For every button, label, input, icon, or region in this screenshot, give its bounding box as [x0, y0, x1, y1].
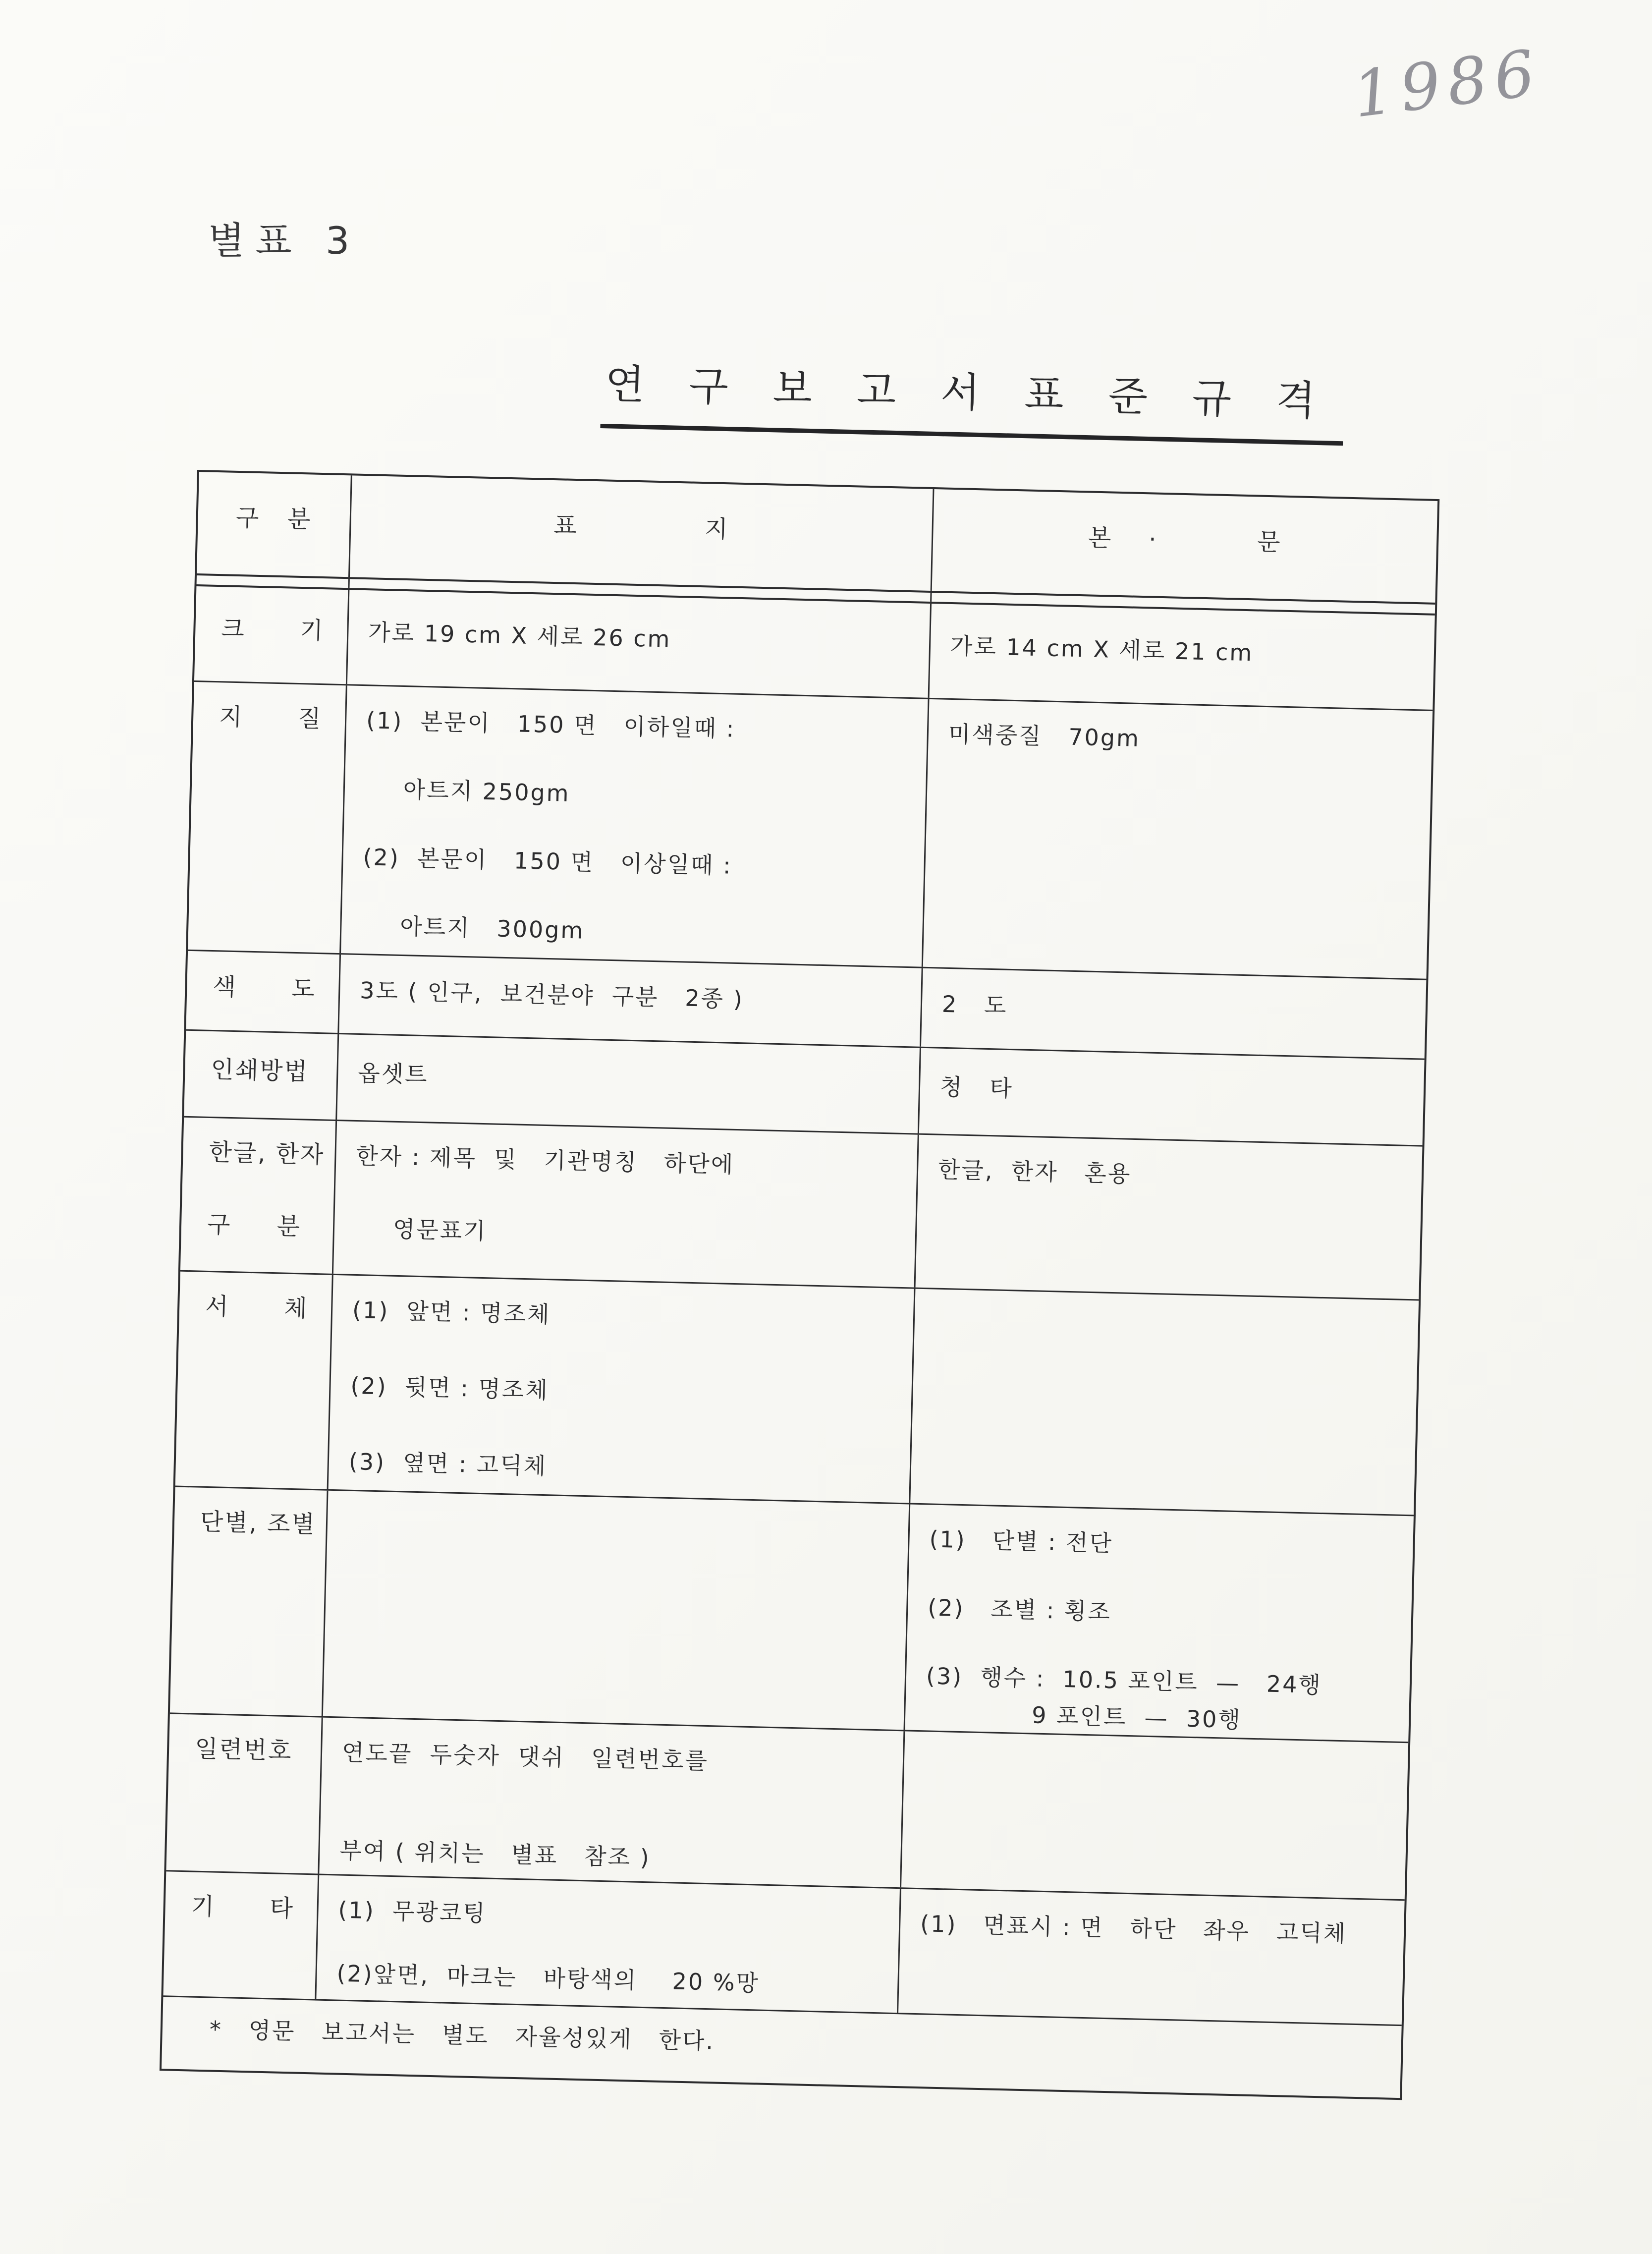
text-line: (1) 면표시 : 면 하단 좌우 고딕체: [920, 1910, 1347, 1947]
cell-serial-cover: [318, 1718, 903, 1888]
text-line: 연도끝 두숫자 댓쉬 일련번호를: [341, 1739, 709, 1775]
cell-paper-cover: [339, 685, 928, 967]
category-label: 한글, 한자: [208, 1138, 326, 1169]
text-line: (2) 본문이 150 면 이상일때 :: [363, 844, 733, 879]
cell-hangul-category: [180, 1118, 335, 1274]
cell-serial-body: [900, 1731, 1408, 1899]
cell-etc-cover: [315, 1875, 900, 2013]
cell-color-body: [920, 968, 1426, 1059]
category-label: 인쇄방법: [210, 1055, 309, 1086]
footnote-cell: * 영문 보고서는 별도 자율성있게 한다.: [209, 2016, 715, 2055]
header-cell-col3: 본 · 문: [931, 489, 1438, 603]
category-label: 지 질: [219, 703, 323, 733]
cell-column-body: [903, 1504, 1413, 1742]
cell-size-body: [928, 604, 1435, 710]
text-line: (3) 옆면 : 고딕체: [348, 1448, 548, 1480]
cell-column-cover: [322, 1491, 909, 1730]
text-line: 아트지 250gm: [403, 776, 571, 807]
text-line: 영문표기: [392, 1215, 488, 1245]
cell-print-cover: [335, 1034, 920, 1133]
category-label: 단별, 조별: [200, 1508, 317, 1539]
document-title: 연 구 보 고 서 표 준 규 격: [600, 352, 1345, 446]
header-cell-col1: 구 분: [235, 504, 313, 534]
cell-etc-body: [897, 1889, 1405, 2025]
cell-size-cover: [346, 590, 930, 698]
category-label: 색 도: [212, 973, 317, 1003]
text-line: (2)앞면, 마크는 바탕색의 20 %망: [336, 1960, 760, 1997]
category-label: 기 타: [191, 1892, 295, 1923]
text-line: (1) 단별 : 전단: [929, 1525, 1113, 1557]
text-line: 청 타: [939, 1073, 1014, 1102]
text-line: 아트지 300gm: [399, 912, 585, 944]
text-line: 3도 ( 인구, 보건분야 구분 2종 ): [359, 977, 744, 1013]
text-line: 9 포인트 — 30행: [1031, 1701, 1242, 1734]
header-cell-col2: 표 지: [348, 475, 933, 591]
category-label: 구 분: [207, 1210, 302, 1241]
table-row-font: [175, 1272, 1419, 1517]
text-line: (1) 본문이 150 면 이하일때 :: [366, 707, 736, 742]
text-line: (2) 뒷면 : 명조체: [350, 1372, 550, 1404]
cell-color-category: [186, 951, 339, 1033]
cell-size-category: [194, 586, 348, 684]
text-line: (3) 행수 : 10.5 포인트 — 24행: [926, 1662, 1322, 1699]
category-label: 서 체: [205, 1292, 309, 1323]
text-line: 옵셋트: [357, 1059, 429, 1088]
cell-color-cover: [337, 955, 921, 1047]
cell-column-category: [170, 1487, 327, 1716]
cell-font-category: [175, 1272, 332, 1489]
cell-font-body: [909, 1289, 1419, 1515]
cell-hangul-cover: [332, 1121, 918, 1288]
cell-print-category: [184, 1031, 337, 1120]
text-line: 한글, 한자 혼용: [937, 1156, 1132, 1187]
text-line: (1) 무광코팅: [337, 1896, 487, 1927]
attachment-number-label: 별표 3: [208, 219, 361, 263]
handwritten-year-annotation: 1986: [1349, 36, 1546, 132]
table-row-hangul: [180, 1118, 1423, 1301]
text-line: 미색중질 70gm: [948, 720, 1141, 752]
text-line: 2 도: [941, 990, 1008, 1019]
text-line: 한자 : 제목 및 기관명칭 하단에: [355, 1142, 735, 1178]
cell-etc-category: [163, 1871, 318, 1999]
text-line: 부여 ( 위치는 별표 참조 ): [339, 1837, 651, 1871]
table-row-column: [170, 1487, 1414, 1744]
text-line: 가로 14 cm X 세로 21 cm: [950, 632, 1254, 667]
cell-font-cover: [327, 1275, 914, 1503]
cell-paper-body: [922, 699, 1432, 979]
cell-print-body: [918, 1048, 1425, 1145]
text-line: (2) 조별 : 횡조: [927, 1594, 1112, 1626]
spec-table: [160, 470, 1439, 2100]
cell-paper-category: [188, 682, 346, 953]
cell-hangul-body: [914, 1135, 1423, 1299]
table-row-paper: [188, 682, 1432, 980]
text-line: (1) 앞면 : 명조체: [352, 1296, 551, 1328]
category-label: 크 기: [220, 615, 325, 645]
category-label: 일련번호: [194, 1735, 293, 1765]
table-row-serial: [166, 1714, 1408, 1901]
cell-serial-category: [166, 1714, 321, 1873]
text-line: 가로 19 cm X 세로 26 cm: [368, 619, 672, 653]
